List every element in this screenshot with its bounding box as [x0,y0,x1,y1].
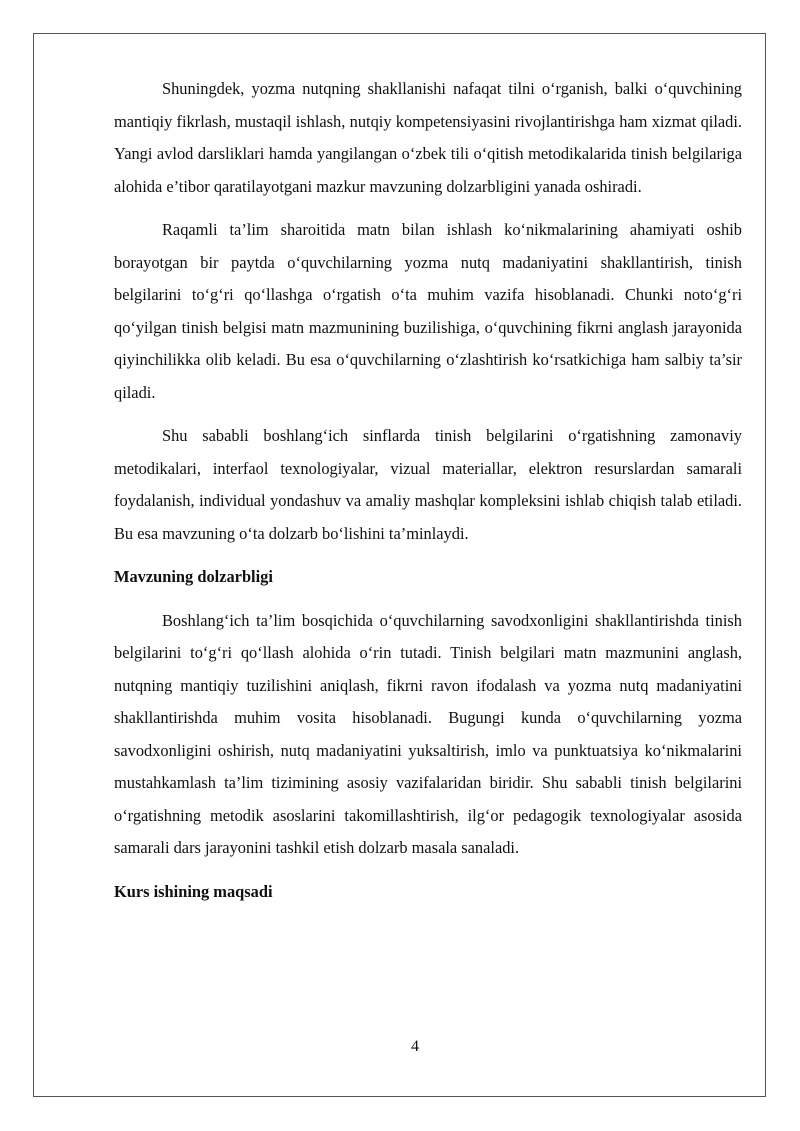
paragraph-intro: Shuningdek, yozma nutqning shakllanishi nafaqat tilni o‘rganish, balki o‘quvchining mantiqiy fikrlash, mustaqil ishlash, nutqiy kompetensiyasini rivojlantirishga ham xizmat qiladi. Yangi avlod darsliklari hamda yangilangan o‘zbek tili o‘qitish metodikalarida tinish belgilariga alohida e’tibor qaratilayotgani mazkur mavzuning dolzarbligini yanada oshiradi. [114,79,742,196]
paragraph-digital-education: Raqamli ta’lim sharoitida matn bilan ishlash ko‘nikmalarining ahamiyati oshib borayotgan bir paytda o‘quvchilarning yozma nutq madaniyatini shakllantirish, tinish belgilarini to‘g‘ri qo‘llashga o‘rgatish o‘ta muhim vazifa hisoblanadi. Chunki noto‘g‘ri qo‘yilgan tinish belgisi matn mazmunining buzilishiga, o‘quvchining fikrni anglash jarayonida qiyinchilikka olib keladi. Bu esa o‘quvchilarning o‘zlashtirish ko‘rsatkichiga ham salbiy ta’sir qiladi. [114,220,742,402]
paragraph-relevance: Boshlang‘ich ta’lim bosqichida o‘quvchilarning savodxonligini shakllantirishda tinish belgilarini to‘g‘ri qo‘llash alohida o‘rin tutadi. Tinish belgilari matn mazmunini anglash, nutqning mantiqiy tuzilishini aniqlash, fikrni ravon ifodalash va yozma nutq madaniyatini shakllantirishda muhim vosita hisoblanadi. Bugungi kunda o‘quvchilarning yozma savodxonligini oshirish, nutq madaniyatini yuksaltirish, imlo va punktuatsiya ko‘nikmalarini mustahkamlash ta’lim tizimining asosiy vazifalaridan biridir. Shu sababli tinish belgilarini o‘rgatishning metodik asoslarini takomillashtirish, ilg‘or pedagogik texnologiyalar asosida samarali dars jarayonini tashkil etish dolzarb masala sanaladi. [114,610,742,857]
document-body [114,73,742,919]
section-heading-goal: Kurs ishining maqsadi [114,881,273,901]
page-number: 4 [411,1038,419,1055]
section-heading-relevance: Mavzuning dolzarbligi [114,567,273,586]
paragraph-methods: Shu sababli boshlang‘ich sinflarda tinish belgilarini o‘rgatishning zamonaviy metodikalari, interfaol texnologiyalar, vizual materiallar, elektron resurslardan samarali foydalanish, individual yondashuv va amaliy mashqlar kompleksini ishlab chiqish talab etiladi. Bu esa mavzuning o‘ta dolzarb bo‘lishini ta’minlaydi. [114,426,742,543]
